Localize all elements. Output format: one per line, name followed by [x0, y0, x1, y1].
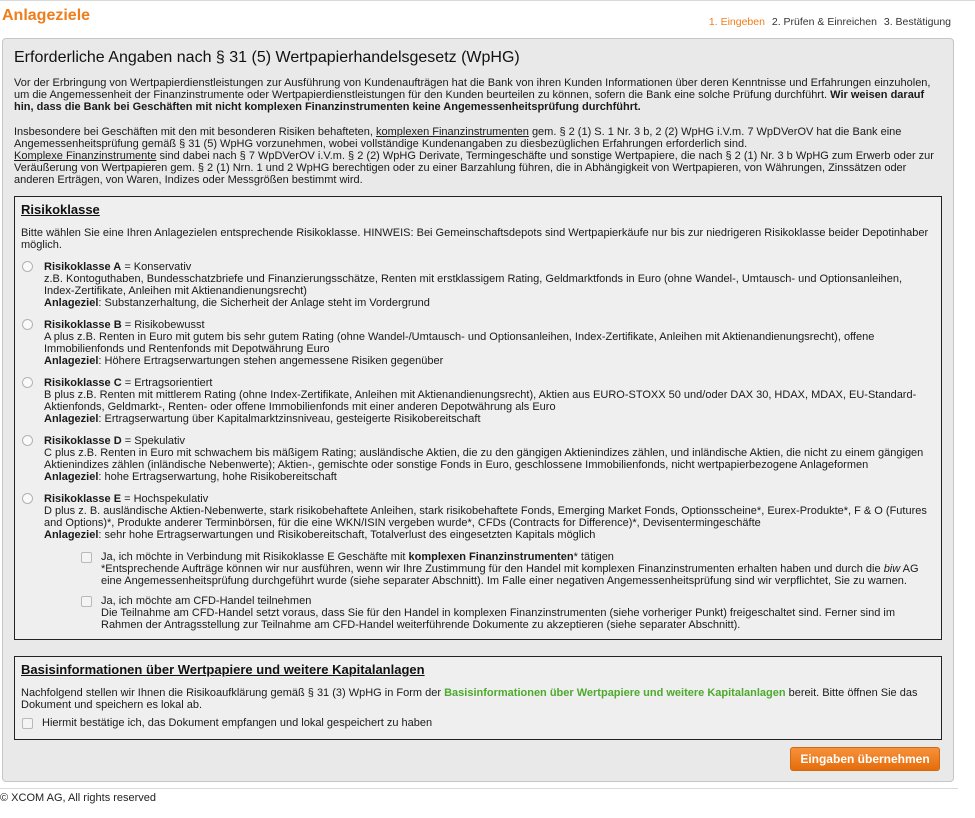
risk-hint: Bitte wählen Sie eine Ihren Anlagezielen entsprechende Risikoklasse. HINWEIS: Bei Gemeinschaftsdepots sind Wertpapierkäufe nur bis zur niedrigeren Risikoklasse beider Depotinhaber möglich.: [21, 227, 929, 251]
base-info-section: [14, 656, 942, 740]
cfd-checkbox[interactable]: [81, 596, 92, 607]
progress-steps: [705, 16, 951, 28]
radio-risk-e[interactable]: [22, 493, 33, 504]
step-1: 1. Eingeben: [708, 16, 765, 28]
intro-paragraph-2: Insbesondere bei Geschäften mit den mit besonderen Risiken behafteten, komplexen Finanzinstrumenten gem. § 2 (1) S. 1 Nr. 3 b, 2 (2) WpHG i.V.m. 7 WpDVerOV hat die Bank eine Angemessenheitsprüfung gemäß § 31 (5) WpHG vorzunehmen, wobei vollständige Kundenangaben zu diesbezüglichen Erfahrungen erforderlich sind.: [14, 126, 902, 150]
document-confirm-checkbox[interactable]: [22, 718, 33, 729]
risk-option-e[interactable]: Risikoklasse E = Hochspekulativ D plus z. B. ausländische Aktien-Nebenwerte, stark risikobehaftete Anleihen, stark risikobehaftete Fonds, Emerging Market Fonds, Optionsscheine*, Eurex-Produkte*, F & O (Futures and Options)*, Produkte anderer Terminbörsen, für die eine WKN/ISIN vergeben wurde*, CFDs (Contracts for Difference)*, Devisentermingeschäfte Anlageziel: sehr hohe Ertragserwartungen und Risikobereitschaft, Totalverlust des eingesetzten Kapitals möglich: [21, 493, 935, 541]
complex-instruments-link[interactable]: komplexen Finanzinstrumenten: [376, 126, 529, 138]
document-confirm-option[interactable]: [21, 717, 935, 729]
radio-risk-d[interactable]: [22, 435, 33, 446]
complex-instruments-checkbox[interactable]: [81, 552, 92, 563]
radio-risk-c[interactable]: [22, 377, 33, 388]
top-divider: [0, 0, 975, 1]
panel-title: Erforderliche Angaben nach § 31 (5) Wertpapierhandelsgesetz (WpHG): [14, 49, 520, 66]
main-panel: [2, 38, 954, 782]
complex-instruments-term[interactable]: Komplexe Finanzinstrumente: [14, 150, 157, 162]
base-info-title: Basisinformationen über Wertpapiere und weitere Kapitalanlagen: [21, 662, 425, 677]
intro-paragraph-3: Komplexe Finanzinstrumente sind dabei nach § 7 WpDVerOV i.V.m. § 2 (2) WpHG Derivate, Termingeschäfte und sonstige Wertpapiere, die nach § 2 (1) Nr. 3 b WpHG zum Erwerb oder zur Veräußerung von Wertpapieren gem. § 2 (1) Nrn. 1 und 2 WpHG berechtigen oder zu einer Barzahlung führen, die in Abhängigkeit von Wertpapieren, von Währungen, Zinssätzen oder anderen Erträgen, von Waren, Indizes oder Messgrößen bestimmt wird.: [14, 150, 934, 186]
risk-option-b[interactable]: Risikoklasse B = Risikobewusst A plus z.B. Renten in Euro mit gutem bis sehr gutem Rating (ohne Wandel-/Umtausch- und Optionsanleihen, Index-Zertifikate, Anleihen mit Aktienandienungsrecht), offene Immobilienfonds und Rentenfonds mit Depotwährung Euro Anlageziel: Höhere Ertragserwartungen stehen angemessene Risiken gegenüber: [21, 319, 935, 367]
footer-divider: [0, 788, 958, 789]
cfd-option[interactable]: Ja, ich möchte am CFD-Handel teilnehmen Die Teilnahme am CFD-Handel setzt voraus, dass Sie für den Handel in komplexen Finanzinstrumenten (siehe vorheriger Punkt) freigeschaltet sind. Ferner sind im Rahmen der Antragsstellung zur Teilnahme am CFD-Handel weiterführende Dokumente zu akzeptieren (siehe separater Abschnitt).: [81, 595, 935, 631]
intro-bold-note: Wir weisen darauf hin, dass die Bank bei Geschäften mit nicht komplexen Finanzinstrumenten keine Angemessenheitsprüfung durchführt.: [14, 89, 925, 113]
radio-risk-b[interactable]: [22, 319, 33, 330]
footer-copyright: © XCOM AG, All rights reserved: [0, 792, 157, 804]
intro-paragraph-1: Vor der Erbringung von Wertpapierdienstleistungen zur Ausführung von Kundenaufträgen hat die Bank von ihren Kunden Informationen über deren Kenntnisse und Erfahrungen einzuholen, um die Angemessenheit der Finanzinstrumente oder Wertpapierdienstleistungen für den Kunden beurteilen zu können, sofern die Bank eine solche Prüfung durchführt. Wir weisen darauf hin, dass die Bank bei Geschäften mit nicht komplexen Finanzinstrumenten keine Angemessenheitsprüfung durchführt.: [14, 77, 931, 113]
radio-risk-a[interactable]: [22, 261, 33, 272]
submit-button[interactable]: Eingaben übernehmen: [790, 747, 940, 771]
risk-option-d[interactable]: Risikoklasse D = Spekulativ C plus z.B. Renten in Euro mit schwachem bis mäßigem Rating; ausländische Aktien, die zu den gängigen Aktienindizes zählen, und inländische Aktien, die nicht zu einem gängigen Aktienindizes zählen (inländische Nebenwerte); Aktien-, gemischte oder sonstige Fonds in Euro, geschlossene Immobilienfonds, nicht wertpapierbezogene Anlageformen Anlageziel: hohe Ertragserwartung, hohe Risikobereitschaft: [21, 435, 935, 483]
risk-class-section: [14, 196, 942, 640]
page-title: Anlageziele: [2, 7, 91, 24]
step-3: 3. Bestätigung: [883, 16, 951, 28]
risk-section-title: Risikoklasse: [21, 202, 100, 217]
complex-instruments-option[interactable]: Ja, ich möchte in Verbindung mit Risikoklasse E Geschäfte mit komplexen Finanzinstrumenten* tätigen *Entsprechende Aufträge können wir nur ausführen, wenn wir Ihre Zustimmung für den Handel mit komplexen Finanzinstrumenten erhalten haben und durch die biw AG eine Angemessenheitsprüfung durchgeführt wurde (siehe separater Abschnitt). Im Falle einer negativen Angemessenheitsprüfung sind wir verpflichtet, Sie zu warnen.: [81, 551, 935, 587]
base-info-text: Nachfolgend stellen wir Ihnen die Risikoaufklärung gemäß § 31 (3) WpHG in Form der Basisinformationen über Wertpapiere und weitere Kapitalanlagen bereit. Bitte öffnen Sie das Dokument und speichern es lokal ab.: [21, 687, 918, 711]
risk-option-a[interactable]: Risikoklasse A = Konservativ z.B. Kontoguthaben, Bundesschatzbriefe und Finanzierungsschätze, Renten mit erstklassigem Rating, Geldmarktfonds in Euro (ohne Wandel-, Umtausch- und Optionsanleihen, Index-Zertifikate, Anleihen mit Aktienandienungsrecht) Anlageziel: Substanzerhaltung, die Sicherheit der Anlage steht im Vordergrund: [21, 261, 935, 309]
base-info-link[interactable]: Basisinformationen über Wertpapiere und weitere Kapitalanlagen: [444, 687, 786, 699]
document-confirm-label: Hiermit bestätige ich, das Dokument empfangen und lokal gespeichert zu haben: [42, 717, 433, 729]
step-2: 2. Prüfen & Einreichen: [771, 16, 877, 28]
risk-option-c[interactable]: Risikoklasse C = Ertragsorientiert B plus z.B. Renten mit mittlerem Rating (ohne Index-Zertifikate, Anleihen mit Aktienandienungsrecht), Aktien aus EURO-STOXX 50 und/oder DAX 30, HDAX, MDAX, EU-Standard-Aktienfonds, Geldmarkt-, Renten- oder offene Immobilienfonds mit einer anderen Depotwährung als Euro Anlageziel: Ertragserwartung über Kapitalmarktzinsniveau, gesteigerte Risikobereitschaft: [21, 377, 935, 425]
